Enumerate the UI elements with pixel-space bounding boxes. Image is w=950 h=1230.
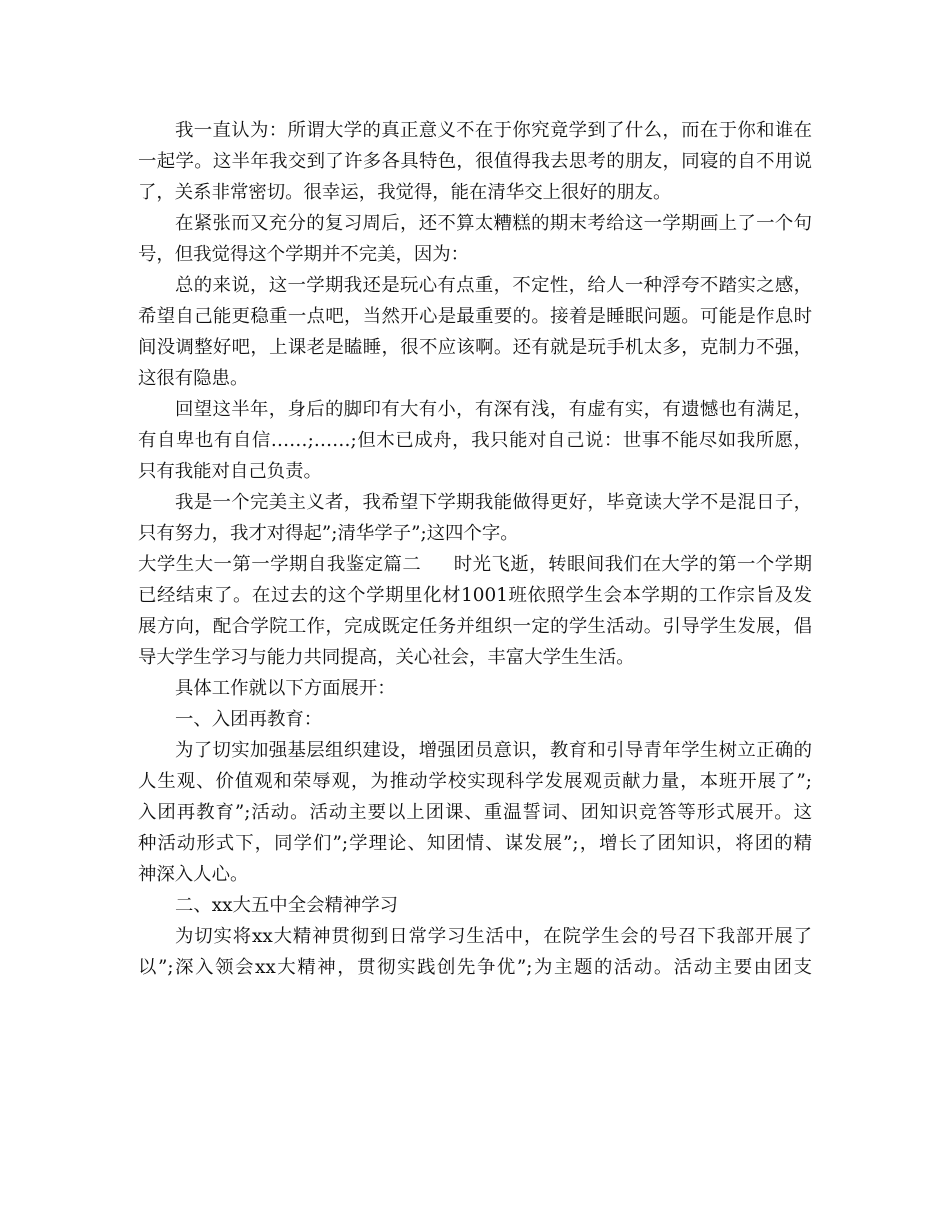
text-line: 只有我能对自己负责。 [138, 461, 322, 482]
text-line: 神深入人心。 [138, 864, 249, 885]
text-line: 了，关系非常密切。很幸运，我觉得，能在清华交上很好的朋友。 [138, 182, 672, 203]
text-line: 我一直认为：所谓大学的真正意义不在于你究竟学到了什么，而在于你和谁在 [175, 120, 812, 141]
paragraph-perfectionist [138, 487, 812, 549]
section-two [138, 549, 812, 673]
text-line: 希望自己能更稳重一点吧，当然开心是最重要的。接着是睡眠问题。可能是作息时 [138, 306, 812, 327]
section-two-first-line [138, 549, 812, 580]
text-line: 以”;深入领会xx大精神，贯彻实践创先争优”;为主题的活动。活动主要由团支 [138, 957, 812, 978]
section-two-first-line-text: 时光飞逝，转眼间我们在大学的第一个学期 [453, 554, 812, 575]
text-line: 在紧张而又充分的复习周后，还不算太糟糕的期末考给这一学期画上了一个句 [175, 213, 812, 234]
text-line: 为切实将xx大精神贯彻到日常学习生活中，在院学生会的号召下我部开展了 [175, 926, 812, 947]
text-line: 只有努力，我才对得起”;清华学子”;这四个字。 [138, 523, 519, 544]
subheading: 二、xx大五中全会精神学习 [175, 895, 399, 916]
paragraph-league-education [138, 735, 812, 890]
paragraph-plenary-study [138, 921, 812, 983]
text-line: 人生观、价值观和荣辱观，为推动学校实现科学发展观贡献力量，本班开展了”; [138, 771, 812, 792]
text-line: 间没调整好吧，上课老是瞌睡，很不应该啊。还有就是玩手机太多，克制力不强， [138, 337, 812, 358]
paragraph-review [138, 394, 812, 487]
text-line: 号，但我觉得这个学期并不完美，因为： [138, 244, 470, 265]
text-line: 已经结束了。在过去的这个学期里化材1001班依照学生会本学期的工作宗旨及发 [138, 585, 812, 606]
text-line: 这很有隐患。 [138, 368, 249, 389]
text-line: 种活动形式下，同学们”;学理论、知团情、谋发展”;，增长了团知识，将团的精 [138, 833, 812, 854]
subheading-league-education [138, 704, 812, 735]
paragraph-summary [138, 270, 812, 394]
text-line: 回望这半年，身后的脚印有大有小，有深有浅，有虚有实，有遗憾也有满足， [175, 399, 812, 420]
paragraph-work-intro [138, 673, 812, 704]
text-line: 我是一个完美主义者，我希望下学期我能做得更好，毕竟读大学不是混日子， [175, 492, 812, 513]
text-line: 具体工作就以下方面展开： [175, 678, 396, 699]
text-line: 展方向，配合学院工作，完成既定任务并组织一定的学生活动。引导学生发展，倡 [138, 616, 812, 637]
text-line: 一起学。这半年我交到了许多各具特色，很值得我去思考的朋友，同寝的自不用说 [138, 151, 812, 172]
text-line: 为了切实加强基层组织建设，增强团员意识，教育和引导青年学生树立正确的 [175, 740, 812, 761]
document-page [138, 115, 812, 983]
subheading: 一、入团再教育： [175, 709, 323, 730]
paragraph-exam [138, 208, 812, 270]
section-heading: 大学生大一第一学期自我鉴定篇二 [138, 554, 422, 575]
subheading-plenary-study [138, 890, 812, 921]
text-line: 有自卑也有自信……;……;但木已成舟，我只能对自己说：世事不能尽如我所愿， [138, 430, 812, 451]
text-line: 总的来说，这一学期我还是玩心有点重，不定性，给人一种浮夸不踏实之感， [175, 275, 812, 296]
text-line: 导大学生学习与能力共同提高，关心社会，丰富大学生生活。 [138, 647, 635, 668]
paragraph-friends [138, 115, 812, 208]
text-line: 入团再教育”;活动。活动主要以上团课、重温誓词、团知识竞答等形式展开。这 [138, 802, 812, 823]
